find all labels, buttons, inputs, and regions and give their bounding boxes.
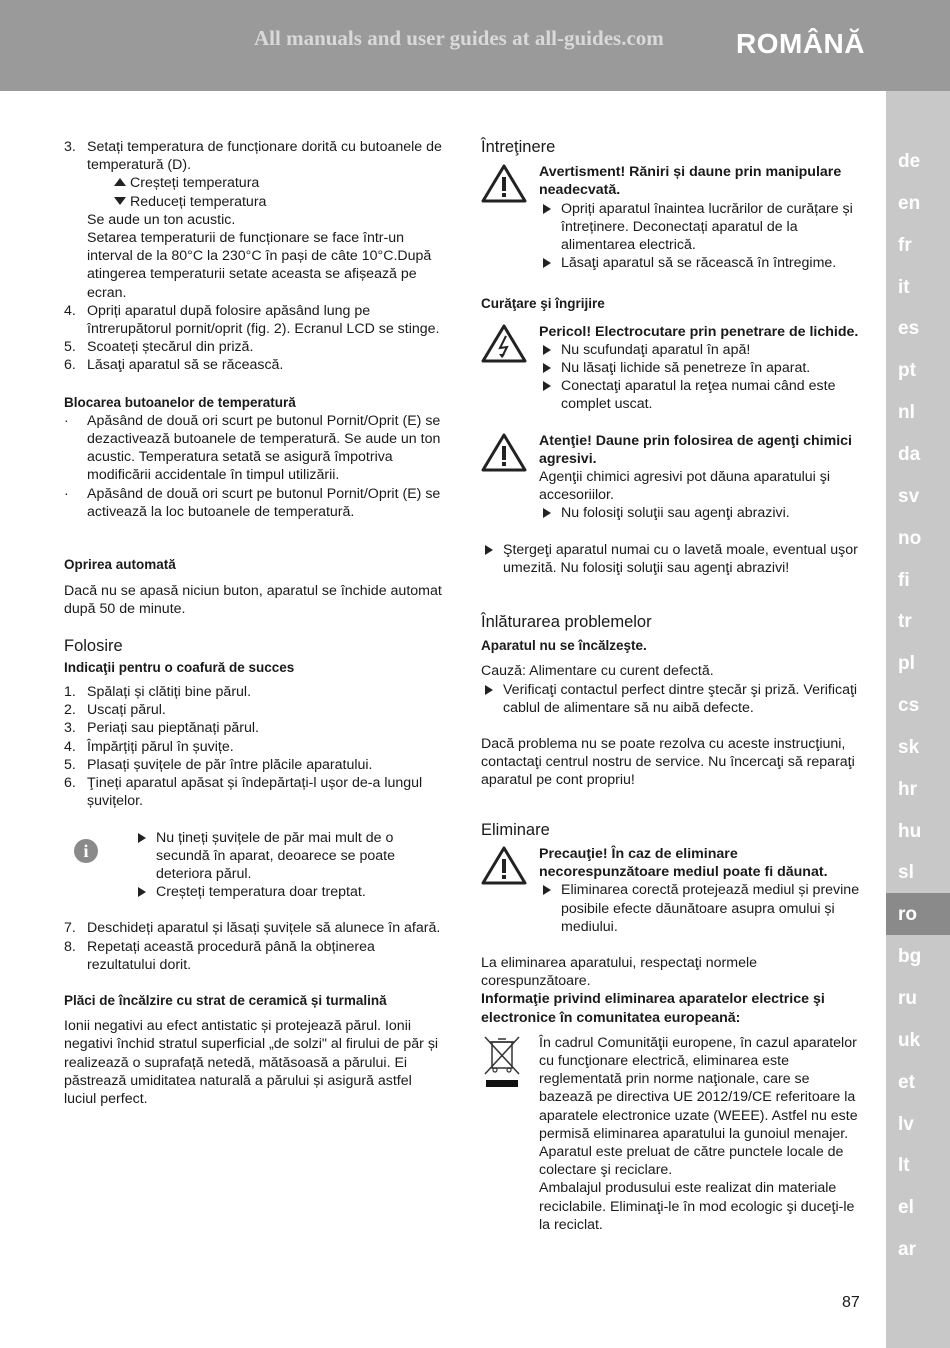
tips-list xyxy=(64,683,444,810)
lock-bullet-1: · Apăsând de două ori scurt pe butonul Pornit/Oprit (E) se dezactivează butoanele de temperatură. Se aude un ton acustic. Temperatura setată se asigură împotriva modificării accidentale în timpul utilizării. xyxy=(64,412,441,484)
sidebar-language-ro: ro xyxy=(898,904,917,926)
arrow-icon xyxy=(539,200,561,255)
tip-item: 1. Spălați și clătiți bine părul. xyxy=(64,684,252,701)
lock-heading: Blocarea butoanelor de temperatură xyxy=(64,394,296,410)
page-header xyxy=(0,0,950,91)
troubleshooting-heading: Înlăturarea problemelor xyxy=(481,613,652,632)
step-3: 3. Setați temperatura de funcționare dorită cu butoanele de temperatură (D). Creșteți temperatura Reduceți temperatura Se aude un ton acustic. Setarea temperaturii de funcționare se face într-un interval de la 80°C la 230°C în pași de câte 10°C.După atingerea temperaturii setate aceasta se afișează pe ecran. xyxy=(64,138,444,302)
sidebar-language-ar: ar xyxy=(898,1239,916,1261)
warning-icon xyxy=(481,432,527,472)
language-title: ROMÂNĂ xyxy=(736,28,865,59)
tip-item: 4. Împărțiți părul în șuvițe. xyxy=(64,738,234,755)
cleaning-heading: Curăţare şi îngrijire xyxy=(481,296,605,312)
sidebar-language-en: en xyxy=(898,192,921,214)
step-7: 7. Deschideți aparatul și lăsați șuvițele să alunece în afară. xyxy=(64,920,441,937)
arrow-icon xyxy=(481,681,503,717)
sidebar-language-pt: pt xyxy=(898,360,916,382)
step-5: 5. Scoateți ștecărul din priză. xyxy=(64,339,254,356)
sidebar-language-es: es xyxy=(898,318,920,340)
warning-block: Avertisment! Răniri și daune prin manipulare neadecvată. Opriți aparatul înaintea lucrărilor de curățare și întreținere. Deconectați aparatul de la alimentarea electrică. Lăsaţi aparatul să se răcească în întregime. xyxy=(481,163,865,272)
triangle-up-icon xyxy=(114,178,126,186)
sidebar-language-da: da xyxy=(898,443,921,465)
sidebar-language-tr: tr xyxy=(898,611,912,633)
disposal-text: La eliminarea aparatului, respectaţi normele corespunzătoare. xyxy=(481,954,758,990)
arrow-icon xyxy=(539,504,561,522)
troubleshooting-subheading: Aparatul nu se încălzeşte. xyxy=(481,638,647,654)
lock-bullet-2: · Apăsând de două ori scurt pe butonul Pornit/Oprit (E) se activează la loc butoanele de temperatură. xyxy=(64,485,441,520)
sidebar-language-de: de xyxy=(898,151,921,172)
warning-icon xyxy=(481,163,527,203)
plates-text: Ionii negativi au efect antistatic și protejează părul. Ionii negativi închid stratul superficial „de solzi" al firului de păr și realizează o suprafață netedă, mătăsoasă a părului. Ei păstrează umiditatea naturală a părului și asigură astfel luciul perfect. xyxy=(64,1018,439,1107)
step-4: 4. Opriți aparatul după folosire apăsând lung pe întrerupătorul pornit/oprit (fig. 2). Ecranul LCD se stinge. xyxy=(64,302,440,338)
left-column xyxy=(64,138,444,1108)
sidebar-language-hu: hu xyxy=(898,820,922,842)
step-8: 8. Repetați această procedură până la obținerea rezultatului dorit. xyxy=(64,938,375,973)
info-icon: i xyxy=(74,839,98,863)
tip-item: 6. Ţineți aparatul apăsat și îndepărtați-l ușor de-a lungul șuvițelor. xyxy=(64,775,423,810)
crossed-bin-icon xyxy=(481,1034,525,1092)
weee-heading: Informaţie privind eliminarea aparatelor electrice şi electronice în comunitatea europeană: xyxy=(481,991,825,1026)
decrease-temp-line: Reduceți temperatura xyxy=(87,193,444,211)
sidebar-language-uk: uk xyxy=(898,1029,921,1051)
triangle-down-icon xyxy=(114,197,126,205)
attention-block: Atenţie! Daune prin folosirea de agenţi chimici agresivi. Agenţii chimici agresivi pot dăuna aparatului şi accesoriilor. Nu folosiţi soluţii sau agenţi abrazivi. xyxy=(481,432,865,523)
arrow-icon xyxy=(134,883,156,901)
arrow-icon xyxy=(134,829,156,884)
arrow-icon xyxy=(539,254,561,272)
cause-text: Cauză: Alimentare cu curent defectă. xyxy=(481,663,714,680)
use-heading: Folosire xyxy=(64,636,123,655)
maintenance-heading: Întreţinere xyxy=(481,138,556,156)
page-number: 87 xyxy=(842,1294,860,1311)
sidebar-language-sl: sl xyxy=(898,862,914,884)
sidebar-language-no: no xyxy=(898,527,922,549)
increase-temp-line: Creșteți temperatura xyxy=(87,174,444,192)
disposal-heading: Eliminare xyxy=(481,820,550,839)
wipe-instruction: Ştergeţi aparatul numai cu o lavetă moale, eventual uşor umezită. Nu folosiţi soluţii sau agenţi abrazivi! xyxy=(481,541,865,577)
arrow-icon xyxy=(539,377,561,413)
sidebar-language-bg: bg xyxy=(898,946,922,968)
right-column xyxy=(481,138,865,1234)
tips-heading: Indicaţii pentru o coafură de succes xyxy=(64,659,295,675)
sidebar-language-el: el xyxy=(898,1197,914,1219)
sidebar-language-hr: hr xyxy=(898,778,917,800)
arrow-icon xyxy=(539,341,561,359)
sidebar-language-sk: sk xyxy=(898,736,920,758)
sidebar-language-nl: nl xyxy=(898,402,915,424)
step-6: 6. Lăsaţi aparatul să se răcească. xyxy=(64,357,284,374)
service-text: Dacă problema nu se poate rezolva cu aceste instrucţiuni, contactaţi centrul nostru de service. Nu încercaţi să reparaţi aparatul pe cont propriu! xyxy=(481,736,855,789)
sidebar-language-ru: ru xyxy=(898,988,917,1009)
tip-item: 3. Periați sau pieptănați părul. xyxy=(64,720,259,737)
sidebar-language-fr: fr xyxy=(898,234,912,256)
sidebar-language-cs: cs xyxy=(898,695,920,717)
weee-block: În cadrul Comunităţii europene, în cazul aparatelor cu funcţionare electrică, eliminarea este reglementată prin norme naţionale, care se bazează pe directiva UE 2012/19/CE referitoare la aparatele electronice uzate (WEEE). Astfel nu este permisă eliminarea aparatului la gunoiul menajer. Aparatul este preluat de către punctele locale de colectare şi reciclare. Ambalajul produsului este realizat din materiale reciclabile. Eliminaţi-le în mod ecologic şi duceţi-le la reciclat. xyxy=(481,1034,865,1234)
sidebar-language-et: et xyxy=(898,1071,915,1093)
sidebar-language-it: it xyxy=(898,276,910,298)
plates-heading: Plăci de încălzire cu strat de ceramică și turmalină xyxy=(64,992,387,1008)
auto-off-text: Dacă nu se apasă niciun buton, aparatul se închide automat după 50 de minute. xyxy=(64,583,442,618)
sidebar-language-fi: fi xyxy=(898,569,910,591)
electric-shock-icon xyxy=(481,323,527,363)
sidebar-language-pl: pl xyxy=(898,653,915,675)
tip-item: 5. Plasați șuvițele de păr între plăcile aparatului. xyxy=(64,756,373,773)
auto-off-heading: Oprirea automată xyxy=(64,557,176,573)
caution-block: Precauţie! În caz de eliminare necorespunzătoare mediul poate fi dăunat. Eliminarea corectă protejează mediul și previne posibile efecte dăunătoare asupra omului și mediului. xyxy=(481,845,865,936)
sidebar-language-sv: sv xyxy=(898,485,920,507)
info-note: i Nu țineți șuvițele de păr mai mult de o secundă în aparat, deoarece se poate deteriora părul. Creșteți temperatura doar treptat. xyxy=(64,829,444,902)
arrow-icon xyxy=(481,541,503,577)
sidebar-language-lv: lv xyxy=(898,1113,914,1135)
sidebar-language-lt: lt xyxy=(898,1155,910,1177)
danger-block: Pericol! Electrocutare prin penetrare de lichide. Nu scufundaţi aparatul în apă! Nu lăsaţi lichide să penetreze în aparat. Conectaţi aparatul la reţea numai când este complet uscat. xyxy=(481,323,865,414)
arrow-icon xyxy=(539,881,561,936)
watermark-text: All manuals and user guides at all-guides.com xyxy=(254,26,664,50)
tip-item: 2. Uscați părul. xyxy=(64,702,166,719)
cause-bullet: Verificaţi contactul perfect dintre ştecăr şi priză. Verificaţi cablul de alimentare să nu aibă defecte. xyxy=(481,681,865,717)
arrow-icon xyxy=(539,359,561,377)
warning-icon xyxy=(481,845,527,885)
